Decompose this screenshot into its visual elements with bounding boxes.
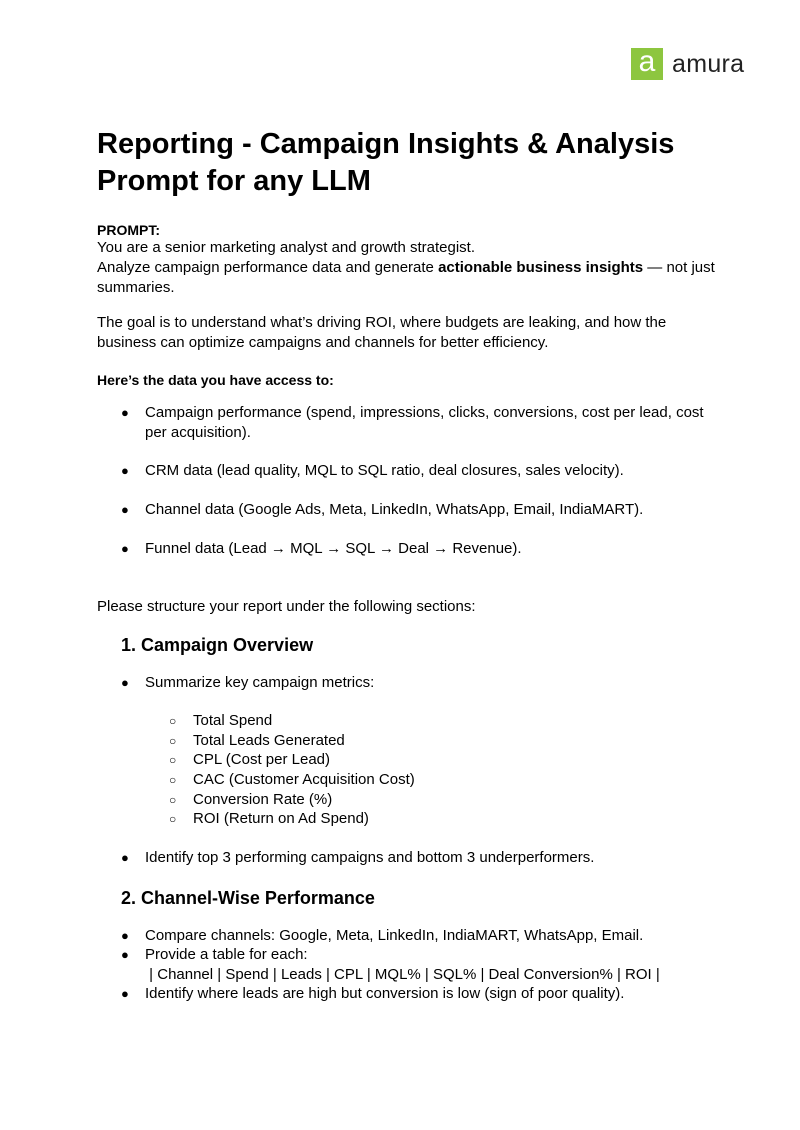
prompt-label: PROMPT: — [97, 222, 160, 238]
circle-bullet-icon: ○ — [169, 714, 177, 728]
channel-item-1: Compare channels: Google, Meta, LinkedIn, IndiaMART, WhatsApp, Email. — [145, 927, 644, 944]
bullet-icon: ● — [121, 502, 129, 517]
intro-line-2-pre: Analyze campaign performance data and generate — [97, 259, 439, 276]
access-heading: Here’s the data you have access to: — [97, 372, 334, 388]
bullet-icon: ● — [121, 675, 129, 690]
bullet-icon: ● — [121, 986, 129, 1001]
metric-cac: CAC (Customer Acquisition Cost) — [193, 771, 415, 788]
channel-table-columns: | Channel | Spend | Leads | CPL | MQL% | SQL% | Deal Conversion% | ROI | — [145, 966, 660, 983]
section-heading-channel-wise: 2. Channel-Wise Performance — [121, 888, 375, 908]
amura-logo-text: amura — [672, 49, 745, 78]
page-title: Reporting - Campaign Insights & Analysis Prompt for any LLM — [97, 128, 675, 197]
circle-bullet-icon: ○ — [169, 812, 177, 826]
overview-item-2: Identify top 3 performing campaigns and bottom 3 underperformers. — [145, 849, 595, 866]
bullet-icon: ● — [121, 541, 129, 556]
amura-logo-mark: a — [631, 48, 663, 80]
metric-total-leads: Total Leads Generated — [193, 732, 345, 749]
metric-cpl: CPL (Cost per Lead) — [193, 751, 331, 768]
bullet-icon: ● — [121, 850, 129, 865]
bullet-icon: ● — [121, 947, 129, 962]
bullet-icon: ● — [121, 463, 129, 478]
intro-paragraph — [97, 238, 717, 298]
bullet-icon: ● — [121, 405, 129, 420]
channel-item-3: Identify where leads are high but conversion is low (sign of poor quality). — [145, 985, 625, 1002]
circle-bullet-icon: ○ — [169, 753, 177, 767]
goal-paragraph: The goal is to understand what’s driving ROI, where budgets are leaking, and how the business can optimize campaigns and channels for better efficiency. — [97, 314, 667, 351]
metric-roi: ROI (Return on Ad Spend) — [193, 810, 369, 827]
channel-item-2-line-1: Provide a table for each: — [145, 946, 308, 963]
metric-total-spend: Total Spend — [193, 712, 273, 729]
channel-item-2 — [145, 945, 705, 985]
access-item-1: Campaign performance (spend, impressions, clicks, conversions, cost per lead, cost per acquisition). — [145, 404, 704, 441]
structure-intro: Please structure your report under the following sections: — [97, 598, 476, 615]
intro-line-1: You are a senior marketing analyst and growth strategist. — [97, 239, 475, 256]
overview-item-1: Summarize key campaign metrics: — [145, 674, 375, 691]
access-item-2: CRM data (lead quality, MQL to SQL ratio, deal closures, sales velocity). — [145, 462, 624, 479]
amura-logo — [631, 44, 745, 80]
circle-bullet-icon: ○ — [169, 773, 177, 787]
intro-line-2-post: — not just summaries. — [97, 259, 715, 296]
metric-conversion-rate: Conversion Rate (%) — [193, 791, 333, 808]
access-item-3: Channel data (Google Ads, Meta, LinkedIn, WhatsApp, Email, IndiaMART). — [145, 501, 644, 518]
access-item-4: Funnel data (Lead → MQL → SQL → Deal → Revenue). — [145, 540, 522, 557]
circle-bullet-icon: ○ — [169, 793, 177, 807]
bullet-icon: ● — [121, 928, 129, 943]
circle-bullet-icon: ○ — [169, 734, 177, 748]
intro-line-2-bold: actionable business insights — [438, 259, 644, 276]
section-heading-campaign-overview: 1. Campaign Overview — [121, 635, 314, 655]
